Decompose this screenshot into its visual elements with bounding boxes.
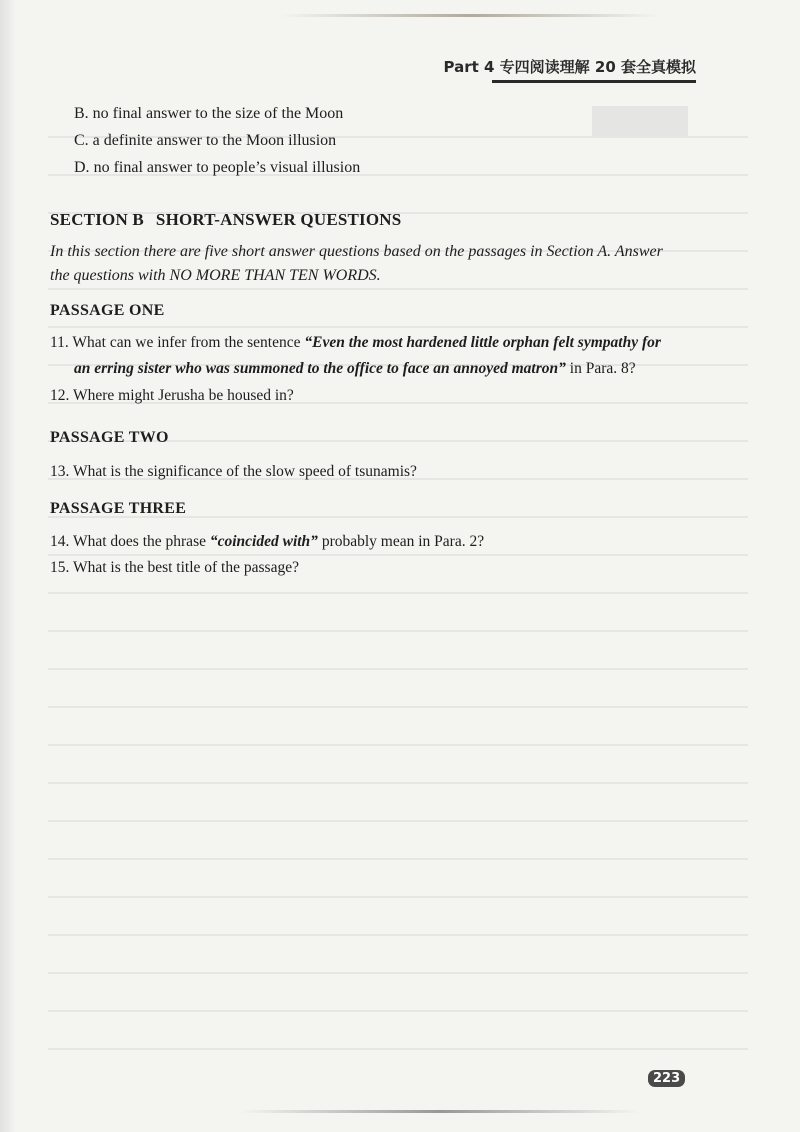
- question-text: What can we infer from the sentence: [72, 334, 305, 351]
- passage-three-heading: PASSAGE THREE: [50, 500, 187, 517]
- question-13: [50, 462, 417, 482]
- question-11-line-2: [74, 359, 636, 379]
- question-quote: “Even the most hardened little orphan felt sympathy for: [304, 334, 661, 351]
- option-text: no final answer to the size of the Moon: [92, 105, 344, 122]
- option-c: [74, 131, 336, 151]
- question-text: in Para. 8?: [565, 360, 636, 377]
- option-d: [74, 158, 360, 178]
- question-12: [50, 386, 294, 406]
- option-letter: B.: [74, 105, 89, 122]
- option-text: a definite answer to the Moon illusion: [92, 132, 337, 149]
- instruction-line-2: the questions with NO MORE THAN TEN WORDS.: [50, 267, 381, 284]
- question-14: [50, 532, 484, 552]
- question-text: probably mean in Para. 2?: [317, 533, 485, 550]
- question-number: 13.: [50, 463, 70, 480]
- section-title: [50, 210, 401, 230]
- running-header: Part 4 专四阅读理解 20 套全真模拟: [443, 58, 696, 76]
- question-number: 12.: [50, 387, 70, 404]
- question-text: What does the phrase: [72, 533, 210, 550]
- question-number: 14.: [50, 533, 70, 550]
- question-number: 15.: [50, 559, 70, 576]
- question-number: 11.: [50, 334, 69, 351]
- section-name: SHORT-ANSWER QUESTIONS: [155, 210, 402, 229]
- page-bottom-edge: [240, 1110, 640, 1113]
- section-label: SECTION B: [50, 210, 144, 229]
- page-number: 223: [648, 1070, 685, 1087]
- question-text: What is the best title of the passage?: [72, 559, 299, 576]
- question-quote: “coincided with”: [209, 533, 318, 550]
- question-quote: an erring sister who was summoned to the office to face an annoyed matron”: [74, 360, 566, 377]
- question-text: What is the significance of the slow speed of tsunamis?: [72, 463, 417, 480]
- passage-two-heading: PASSAGE TWO: [50, 429, 169, 446]
- option-letter: C.: [74, 132, 89, 149]
- option-letter: D.: [74, 159, 90, 176]
- option-b: [74, 104, 343, 124]
- question-text: Where might Jerusha be housed in?: [72, 387, 294, 404]
- question-15: [50, 558, 299, 578]
- passage-one-heading: PASSAGE ONE: [50, 302, 165, 319]
- question-11-line-1: [50, 333, 661, 353]
- instruction-line-1: In this section there are five short answer questions based on the passages in Section A. Answer: [50, 243, 663, 260]
- option-text: no final answer to people’s visual illusion: [93, 159, 361, 176]
